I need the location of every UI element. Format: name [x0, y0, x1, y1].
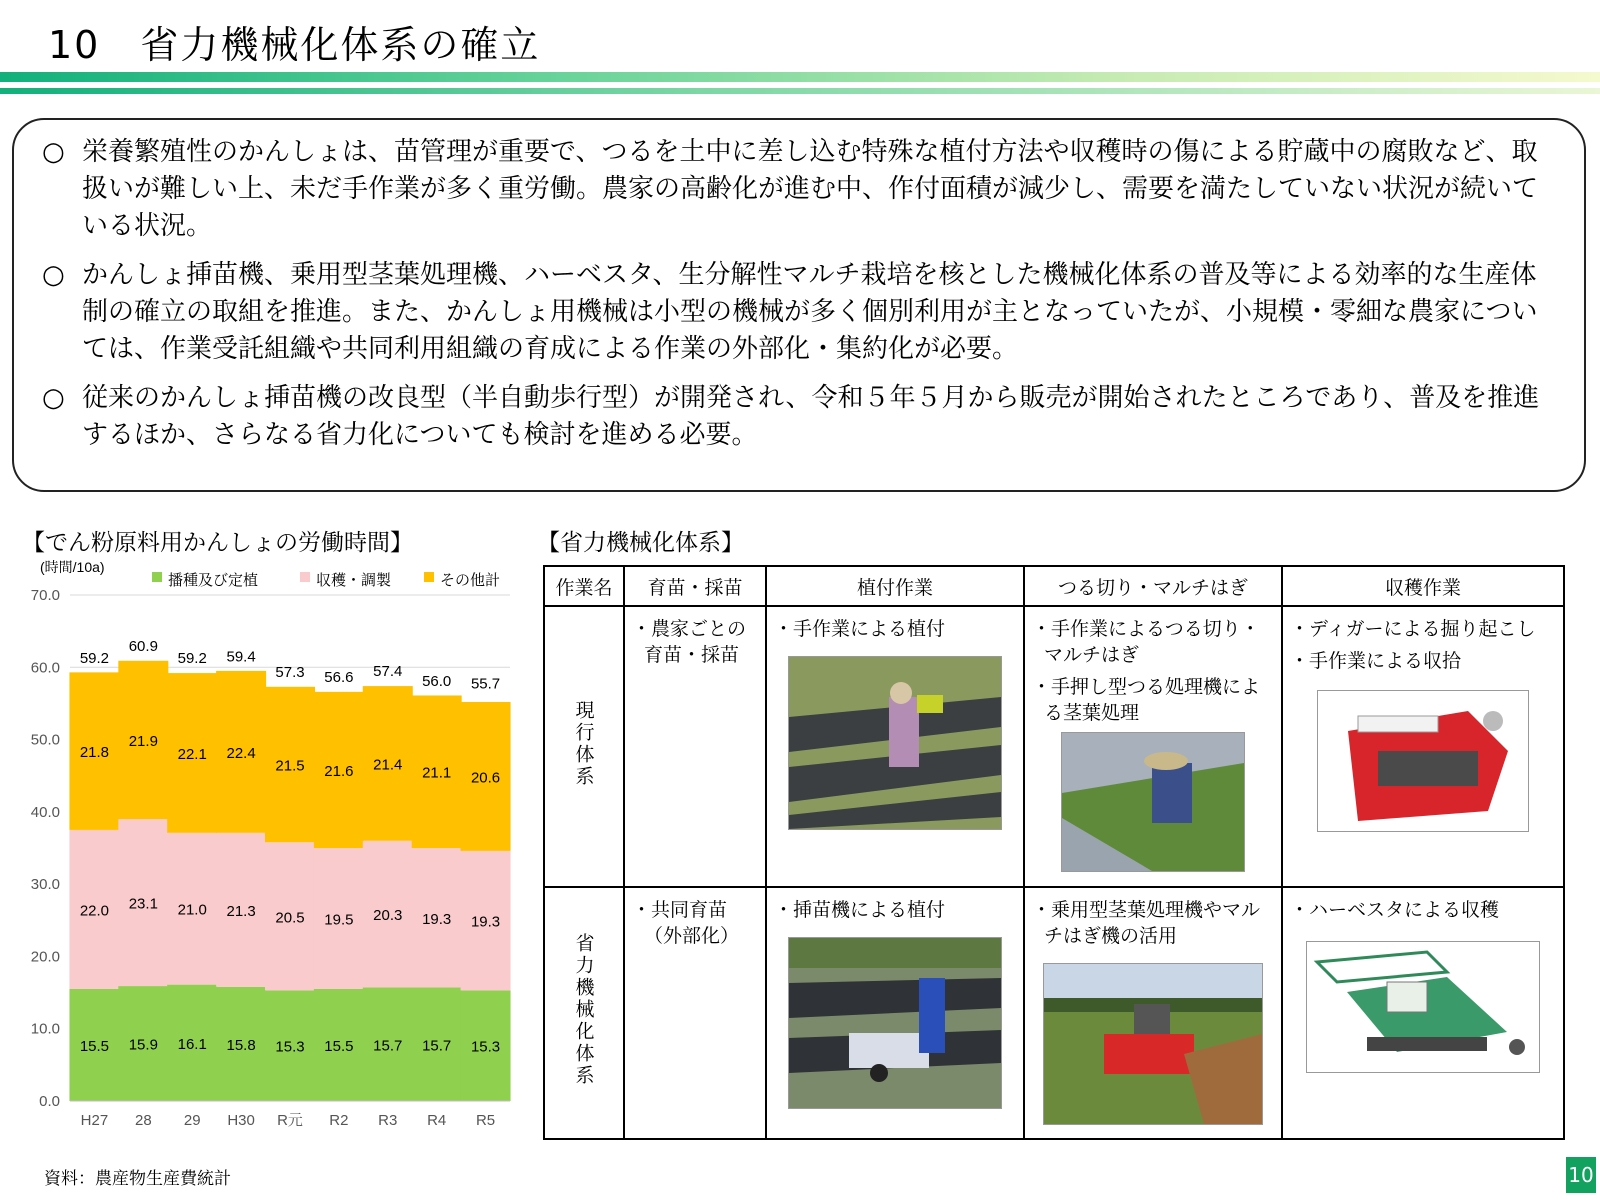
summary-text: 従来のかんしょ挿苗機の改良型（半自動歩行型）が開発され、令和５年５月から販売が開始されたところであり、普及を推進するほか、さらなる省力化についても検討を進める必要。	[82, 383, 1540, 450]
row-label-mechanized: 省力機械化体系	[572, 933, 595, 1088]
cell-text: ・ハーベスタによる収穫	[1290, 898, 1500, 921]
legend-label: その他計	[440, 572, 501, 589]
data-label: 15.3	[470, 1038, 501, 1056]
header-task-name: 作業名	[544, 566, 624, 606]
cell-harvest-mechanized	[1282, 887, 1564, 1139]
total-label: 59.2	[177, 650, 207, 668]
x-tick-label: H30	[227, 1112, 255, 1129]
data-label: 19.5	[324, 911, 354, 929]
data-label: 19.3	[470, 913, 501, 931]
data-label: 22.0	[79, 902, 110, 920]
row-label-current: 現行体系	[572, 699, 595, 788]
row-label-cell	[544, 887, 624, 1139]
x-tick-label: 28	[134, 1112, 152, 1129]
x-tick-label: R元	[277, 1112, 303, 1129]
x-tick-label: 29	[183, 1112, 201, 1129]
cell-text: ・共同育苗（外部化）	[632, 898, 740, 947]
legend-label: 収穫・調製	[316, 572, 392, 589]
data-label: 21.5	[275, 757, 305, 775]
data-label: 15.5	[79, 1037, 110, 1055]
total-label: 57.4	[373, 663, 403, 681]
data-label: 21.8	[79, 744, 110, 762]
cell-text: ・手作業による収拾	[1290, 650, 1462, 672]
data-label: 21.9	[128, 732, 158, 750]
title-underline-band	[0, 72, 1600, 82]
cell-planting-mechanized	[766, 887, 1024, 1139]
x-tick-label: R3	[378, 1112, 398, 1129]
cell-text: ・手押し型つる処理機による茎葉処理	[1032, 676, 1261, 724]
y-tick-label: 40.0	[30, 803, 60, 821]
summary-paragraph	[42, 134, 1548, 245]
total-label: 55.7	[470, 675, 501, 693]
total-label: 56.0	[422, 673, 452, 691]
cell-text: ・ディガーによる掘り起こし	[1290, 618, 1536, 640]
x-tick-label: H27	[80, 1112, 109, 1129]
y-tick-label: 50.0	[30, 731, 60, 749]
cell-vine-mechanized	[1024, 887, 1282, 1139]
y-tick-label: 20.0	[30, 948, 60, 966]
header-seedling: 育苗・採苗	[624, 566, 766, 606]
cell-text: ・手作業による植付	[774, 618, 946, 640]
data-label: 20.3	[373, 907, 403, 925]
data-label: 16.1	[177, 1035, 207, 1053]
cell-text: ・乗用型茎葉処理機やマルチはぎ機の活用	[1032, 898, 1261, 947]
summary-text: かんしょ挿苗機、乗用型茎葉処理機、ハーベスタ、生分解性マルチ栽培を核とした機械化体系の普及等による効率的な生産体制の確立の取組を推進。また、かんしょ用機械は小型の機械が多く個別利用が主となっていたが、小規模・零細な農家については、作業受託組織や共同利用組織の育成による作業の外部化・集約化が必要。	[82, 260, 1538, 364]
harvester-photo	[1306, 941, 1540, 1073]
data-label: 21.6	[324, 762, 354, 780]
summary-paragraph	[42, 257, 1548, 368]
ride-on-vine-processor-photo	[1043, 963, 1263, 1125]
header-planting: 植付作業	[766, 566, 1024, 606]
data-label: 19.3	[422, 910, 452, 928]
cell-vine-current	[1024, 606, 1282, 887]
bullet-circle-icon: ○	[42, 137, 65, 167]
table-row-mechanized	[544, 887, 1564, 1139]
legend-swatch	[424, 572, 434, 582]
y-tick-label: 10.0	[30, 1020, 60, 1038]
data-label: 15.9	[128, 1036, 158, 1054]
data-label: 15.8	[226, 1036, 256, 1054]
y-axis-label: (時間/10a)	[40, 560, 105, 575]
legend-swatch	[300, 572, 310, 582]
total-label: 56.6	[324, 668, 354, 686]
summary-text: 栄養繁殖性のかんしょは、苗管理が重要で、つるを土中に差し込む特殊な植付方法や収穫時の傷による貯蔵中の腐敗など、取扱いが難しい上、未だ手作業が多く重労働。農家の高齢化が進む中、作付面積が減少し、需要を満たしていない状況が続いている状況。	[82, 137, 1539, 241]
digger-photo	[1317, 690, 1529, 832]
bullet-circle-icon: ○	[42, 260, 65, 290]
data-label: 20.5	[275, 909, 305, 927]
x-tick-label: R5	[475, 1112, 496, 1129]
total-label: 59.2	[79, 650, 110, 668]
y-tick-label: 0.0	[39, 1093, 60, 1110]
total-label: 59.4	[226, 648, 256, 666]
x-tick-label: R4	[427, 1112, 447, 1129]
y-tick-label: 60.0	[30, 659, 60, 677]
y-tick-label: 70.0	[30, 587, 60, 604]
header-vine-mulch: つる切り・マルチはぎ	[1024, 566, 1282, 606]
summary-paragraph	[42, 380, 1548, 454]
chart-title: 【でん粉原料用かんしょの労働時間】	[22, 530, 413, 556]
data-label: 21.0	[177, 901, 207, 919]
cell-planting-current	[766, 606, 1024, 887]
data-label: 15.5	[324, 1037, 354, 1055]
cell-harvest-current	[1282, 606, 1564, 887]
vine-processing-photo	[1061, 732, 1245, 872]
system-title: 【省力機械化体系】	[537, 530, 744, 556]
manual-planting-photo	[788, 656, 1002, 830]
legend-swatch	[152, 572, 162, 582]
row-label-cell	[544, 606, 624, 887]
bullet-circle-icon: ○	[42, 383, 65, 413]
header-harvest: 収穫作業	[1282, 566, 1564, 606]
total-label: 60.9	[128, 637, 158, 655]
data-label: 15.3	[275, 1038, 305, 1056]
cell-text: ・農家ごとの育苗・採苗	[632, 618, 747, 666]
cell-text: ・挿苗機による植付	[774, 898, 946, 921]
y-tick-label: 30.0	[30, 876, 60, 894]
transplanter-photo	[788, 937, 1002, 1109]
page-title: 10 省力機械化体系の確立	[48, 23, 541, 67]
page-number: 10	[1566, 1157, 1596, 1193]
data-label: 21.3	[226, 902, 256, 920]
data-label: 20.6	[470, 769, 501, 787]
data-label: 21.1	[422, 764, 452, 782]
table-header-row	[544, 566, 1564, 606]
mechanization-table	[543, 565, 1565, 1140]
data-label: 21.4	[373, 756, 403, 774]
total-label: 57.3	[275, 663, 305, 681]
source-note: 資料：農産物生産費統計	[44, 1169, 231, 1189]
data-label: 15.7	[373, 1037, 403, 1055]
labor-hours-chart	[0, 560, 530, 1160]
title-underline-band-thin	[0, 88, 1600, 94]
data-label: 22.4	[226, 744, 256, 762]
data-label: 15.7	[422, 1037, 452, 1055]
data-label: 22.1	[177, 745, 207, 763]
summary-box	[12, 118, 1586, 492]
legend-label: 播種及び定植	[168, 572, 259, 589]
data-label: 23.1	[128, 895, 158, 913]
cell-text: ・手作業によるつる切り・マルチはぎ	[1032, 618, 1260, 666]
x-tick-label: R2	[329, 1112, 349, 1129]
cell-seedling-current	[624, 606, 766, 887]
table-row-current	[544, 606, 1564, 887]
cell-seedling-mechanized	[624, 887, 766, 1139]
